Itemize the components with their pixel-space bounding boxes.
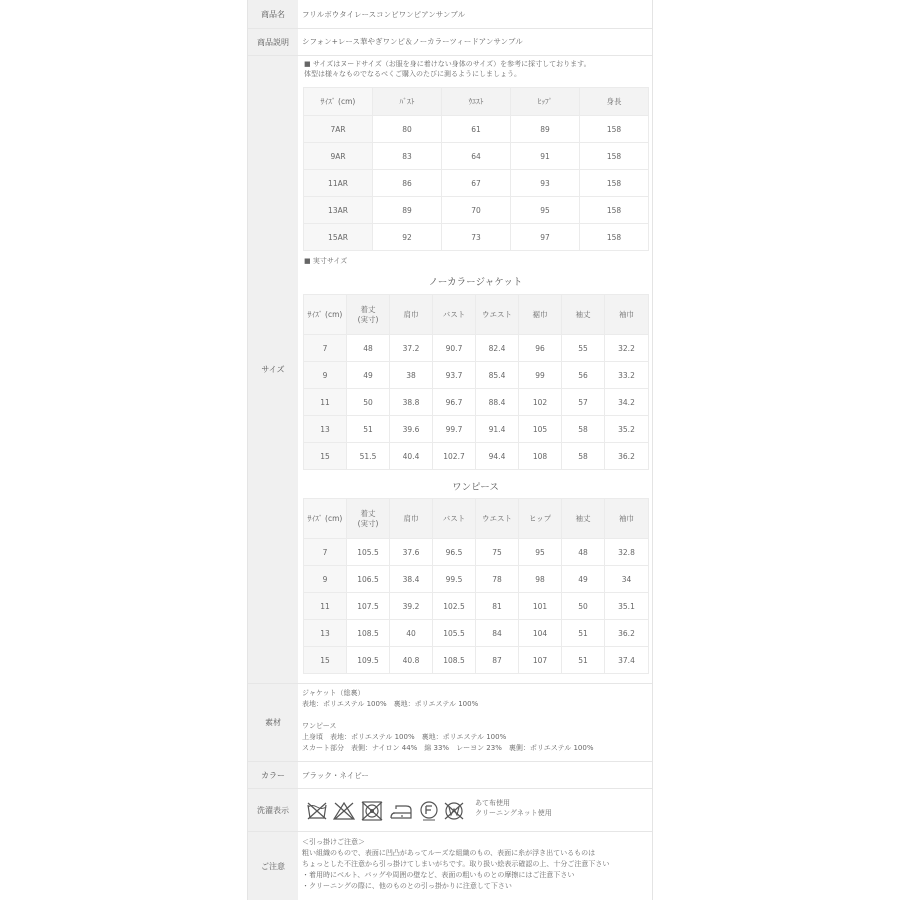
jacket-title: ノーカラージャケット bbox=[428, 277, 523, 288]
onepiece-header-cell: バスト bbox=[433, 499, 476, 539]
nude-size-size-cell: 11AR bbox=[304, 170, 373, 197]
onepiece-value-cell: 40 bbox=[390, 620, 433, 647]
onepiece-row bbox=[304, 593, 649, 620]
jacket-header-cell: 裾巾 bbox=[519, 295, 562, 335]
no-wet-clean-icon bbox=[443, 801, 465, 821]
caution-label: ご注意 bbox=[248, 832, 298, 900]
jacket-header-cell: ウエスト bbox=[476, 295, 519, 335]
onepiece-size-cell: 15 bbox=[304, 647, 347, 674]
nude-size-header-cell: ﾊﾞｽﾄ bbox=[373, 88, 442, 116]
nude-size-value-cell: 158 bbox=[580, 143, 649, 170]
onepiece-value-cell: 87 bbox=[476, 647, 519, 674]
jacket-value-cell: 102.7 bbox=[433, 443, 476, 470]
jacket-value-cell: 34.2 bbox=[605, 389, 649, 416]
nude-size-size-cell: 7AR bbox=[304, 116, 373, 143]
jacket-value-cell: 90.7 bbox=[433, 335, 476, 362]
jacket-header-cell: 袖丈 bbox=[562, 295, 605, 335]
onepiece-value-cell: 37.6 bbox=[390, 539, 433, 566]
nude-size-header-row bbox=[304, 88, 649, 116]
dry-clean-f-icon bbox=[419, 801, 439, 821]
jacket-value-cell: 91.4 bbox=[476, 416, 519, 443]
nude-size-value-cell: 86 bbox=[373, 170, 442, 197]
onepiece-value-cell: 102.5 bbox=[433, 593, 476, 620]
onepiece-value-cell: 51 bbox=[562, 647, 605, 674]
material-label: 素材 bbox=[248, 684, 298, 761]
onepiece-value-cell: 101 bbox=[519, 593, 562, 620]
jacket-value-cell: 49 bbox=[347, 362, 390, 389]
nude-size-header-cell: ｻｲｽﾞ (cm) bbox=[304, 88, 373, 116]
iron-low-icon bbox=[389, 801, 413, 821]
nude-size-value-cell: 73 bbox=[442, 224, 511, 251]
nude-size-size-cell: 9AR bbox=[304, 143, 373, 170]
jacket-header-row bbox=[304, 295, 649, 335]
onepiece-header-cell: 袖巾 bbox=[605, 499, 649, 539]
onepiece-header-cell: 肩巾 bbox=[390, 499, 433, 539]
jacket-value-cell: 96 bbox=[519, 335, 562, 362]
nude-size-value-cell: 92 bbox=[373, 224, 442, 251]
onepiece-value-cell: 48 bbox=[562, 539, 605, 566]
care-label: 洗濯表示 bbox=[248, 789, 298, 831]
product-name-label: 商品名 bbox=[248, 0, 298, 28]
onepiece-size-cell: 11 bbox=[304, 593, 347, 620]
jacket-value-cell: 51 bbox=[347, 416, 390, 443]
jacket-value-cell: 93.7 bbox=[433, 362, 476, 389]
nude-size-row bbox=[304, 116, 649, 143]
jacket-value-cell: 35.2 bbox=[605, 416, 649, 443]
nude-size-value-cell: 67 bbox=[442, 170, 511, 197]
onepiece-row bbox=[304, 620, 649, 647]
onepiece-row bbox=[304, 566, 649, 593]
nude-size-value-cell: 61 bbox=[442, 116, 511, 143]
onepiece-value-cell: 36.2 bbox=[605, 620, 649, 647]
jacket-value-cell: 38 bbox=[390, 362, 433, 389]
jacket-value-cell: 39.6 bbox=[390, 416, 433, 443]
nude-size-value-cell: 83 bbox=[373, 143, 442, 170]
jacket-size-cell: 13 bbox=[304, 416, 347, 443]
onepiece-size-table bbox=[303, 498, 649, 674]
jacket-value-cell: 96.7 bbox=[433, 389, 476, 416]
onepiece-value-cell: 98 bbox=[519, 566, 562, 593]
no-tumble-dry-icon bbox=[361, 801, 383, 821]
material-value: ジャケット（総裏） 表地：ポリエステル 100% 裏地：ポリエステル 100% ワンピース 上身頃 表地：ポリエステル 100% 裏地：ポリエステル 100% スカート部分 表側：ナイロン 44% 綿 33% レーヨン 23% 裏側：ポリエステル 100% bbox=[302, 689, 594, 752]
onepiece-value-cell: 84 bbox=[476, 620, 519, 647]
jacket-value-cell: 94.4 bbox=[476, 443, 519, 470]
jacket-value-cell: 58 bbox=[562, 416, 605, 443]
onepiece-value-cell: 49 bbox=[562, 566, 605, 593]
onepiece-value-cell: 39.2 bbox=[390, 593, 433, 620]
nude-size-value-cell: 64 bbox=[442, 143, 511, 170]
onepiece-title: ワンピース bbox=[452, 482, 499, 493]
onepiece-value-cell: 104 bbox=[519, 620, 562, 647]
onepiece-value-cell: 75 bbox=[476, 539, 519, 566]
jacket-value-cell: 36.2 bbox=[605, 443, 649, 470]
onepiece-value-cell: 32.8 bbox=[605, 539, 649, 566]
jacket-value-cell: 108 bbox=[519, 443, 562, 470]
nude-size-row bbox=[304, 143, 649, 170]
color-label: カラー bbox=[248, 762, 298, 788]
onepiece-size-cell: 7 bbox=[304, 539, 347, 566]
onepiece-value-cell: 105.5 bbox=[433, 620, 476, 647]
description-label: 商品説明 bbox=[248, 29, 298, 55]
jacket-size-cell: 9 bbox=[304, 362, 347, 389]
onepiece-value-cell: 95 bbox=[519, 539, 562, 566]
onepiece-value-cell: 105.5 bbox=[347, 539, 390, 566]
jacket-header-cell: 袖巾 bbox=[605, 295, 649, 335]
onepiece-value-cell: 107 bbox=[519, 647, 562, 674]
onepiece-header-cell: ウエスト bbox=[476, 499, 519, 539]
jacket-value-cell: 55 bbox=[562, 335, 605, 362]
jacket-value-cell: 56 bbox=[562, 362, 605, 389]
nude-size-value-cell: 158 bbox=[580, 116, 649, 143]
caution-value: ＜引っ掛けご注意＞ 粗い組織のもので、表面に凹凸があってルーズな組織のもの、表面に糸が浮き出ているものは ちょっとした不注意から引っ掛けてしまいがちです。取り扱い絵表示確認の上、十分ご注意下さい ・着用時にベルト、バッグや周囲の壁など、表面の粗いものとの摩擦にはご注意下さい ・クリーニングの際に、他のものとの引っ掛かりに注意して下さい bbox=[302, 838, 610, 890]
onepiece-value-cell: 40.8 bbox=[390, 647, 433, 674]
nude-size-row bbox=[304, 224, 649, 251]
product-name-row bbox=[248, 0, 652, 29]
jacket-size-cell: 7 bbox=[304, 335, 347, 362]
onepiece-value-cell: 108.5 bbox=[433, 647, 476, 674]
nude-size-size-cell: 15AR bbox=[304, 224, 373, 251]
nude-size-value-cell: 158 bbox=[580, 224, 649, 251]
no-bleach-icon bbox=[333, 801, 355, 821]
size-label: サイズ bbox=[248, 56, 298, 683]
onepiece-value-cell: 78 bbox=[476, 566, 519, 593]
onepiece-row bbox=[304, 647, 649, 674]
onepiece-value-cell: 106.5 bbox=[347, 566, 390, 593]
nude-size-row bbox=[304, 197, 649, 224]
nude-size-value-cell: 70 bbox=[442, 197, 511, 224]
onepiece-size-cell: 9 bbox=[304, 566, 347, 593]
nude-size-row bbox=[304, 170, 649, 197]
caution-row bbox=[248, 832, 652, 900]
onepiece-value-cell: 51 bbox=[562, 620, 605, 647]
jacket-size-cell: 15 bbox=[304, 443, 347, 470]
onepiece-row bbox=[304, 539, 649, 566]
jacket-value-cell: 82.4 bbox=[476, 335, 519, 362]
onepiece-value-cell: 34 bbox=[605, 566, 649, 593]
jacket-header-cell: バスト bbox=[433, 295, 476, 335]
jacket-value-cell: 38.8 bbox=[390, 389, 433, 416]
onepiece-value-cell: 81 bbox=[476, 593, 519, 620]
jacket-value-cell: 88.4 bbox=[476, 389, 519, 416]
jacket-value-cell: 58 bbox=[562, 443, 605, 470]
nude-size-note: ■ サイズはヌードサイズ（お服を身に着けない身体のサイズ）を参考に採寸しております。 体型は様々なものでなるべくご購入のたびに測るようにしましょう。 bbox=[304, 60, 591, 78]
onepiece-header-cell: ヒップ bbox=[519, 499, 562, 539]
jacket-value-cell: 50 bbox=[347, 389, 390, 416]
care-note: あて布使用 クリーニングネット使用 bbox=[475, 799, 552, 817]
nude-size-value-cell: 97 bbox=[511, 224, 580, 251]
jacket-value-cell: 85.4 bbox=[476, 362, 519, 389]
description-row bbox=[248, 29, 652, 56]
no-wash-icon bbox=[306, 801, 328, 821]
jacket-row bbox=[304, 362, 649, 389]
jacket-value-cell: 99 bbox=[519, 362, 562, 389]
jacket-header-cell: 肩巾 bbox=[390, 295, 433, 335]
onepiece-value-cell: 108.5 bbox=[347, 620, 390, 647]
nude-size-value-cell: 80 bbox=[373, 116, 442, 143]
jacket-size-cell: 11 bbox=[304, 389, 347, 416]
onepiece-header-cell: 着丈 (実寸) bbox=[347, 499, 390, 539]
onepiece-header-cell: 袖丈 bbox=[562, 499, 605, 539]
onepiece-value-cell: 99.5 bbox=[433, 566, 476, 593]
jacket-value-cell: 40.4 bbox=[390, 443, 433, 470]
onepiece-header-row bbox=[304, 499, 649, 539]
color-value: ブラック・ネイビー bbox=[302, 771, 369, 780]
nude-size-value-cell: 89 bbox=[511, 116, 580, 143]
size-row bbox=[248, 56, 652, 684]
jacket-value-cell: 57 bbox=[562, 389, 605, 416]
nude-size-size-cell: 13AR bbox=[304, 197, 373, 224]
onepiece-value-cell: 35.1 bbox=[605, 593, 649, 620]
nude-size-value-cell: 158 bbox=[580, 170, 649, 197]
nude-size-value-cell: 158 bbox=[580, 197, 649, 224]
jacket-value-cell: 105 bbox=[519, 416, 562, 443]
onepiece-value-cell: 37.4 bbox=[605, 647, 649, 674]
jacket-row bbox=[304, 416, 649, 443]
jacket-value-cell: 48 bbox=[347, 335, 390, 362]
description-value: シフォン+レース華やぎワンピ＆ノーカラーツィードアンサンブル bbox=[302, 37, 523, 46]
jacket-row bbox=[304, 335, 649, 362]
nude-size-value-cell: 93 bbox=[511, 170, 580, 197]
color-row bbox=[248, 762, 652, 789]
jacket-size-table bbox=[303, 294, 649, 470]
material-row bbox=[248, 684, 652, 762]
jacket-value-cell: 99.7 bbox=[433, 416, 476, 443]
nude-size-value-cell: 91 bbox=[511, 143, 580, 170]
jacket-value-cell: 33.2 bbox=[605, 362, 649, 389]
nude-size-header-cell: 身長 bbox=[580, 88, 649, 116]
jacket-row bbox=[304, 443, 649, 470]
onepiece-size-cell: 13 bbox=[304, 620, 347, 647]
nude-size-value-cell: 89 bbox=[373, 197, 442, 224]
jacket-value-cell: 32.2 bbox=[605, 335, 649, 362]
nude-size-header-cell: ｳｴｽﾄ bbox=[442, 88, 511, 116]
product-spec-table bbox=[247, 0, 653, 900]
jacket-value-cell: 102 bbox=[519, 389, 562, 416]
nude-size-value-cell: 95 bbox=[511, 197, 580, 224]
onepiece-header-cell: ｻｲｽﾞ (cm) bbox=[304, 499, 347, 539]
jacket-row bbox=[304, 389, 649, 416]
onepiece-value-cell: 109.5 bbox=[347, 647, 390, 674]
onepiece-value-cell: 38.4 bbox=[390, 566, 433, 593]
actual-size-note: ■ 実寸サイズ bbox=[304, 257, 348, 265]
jacket-value-cell: 37.2 bbox=[390, 335, 433, 362]
jacket-header-cell: 着丈 (実寸) bbox=[347, 295, 390, 335]
product-name-value: フリルボウタイレースコンビワンピアンサンブル bbox=[302, 10, 466, 19]
onepiece-value-cell: 107.5 bbox=[347, 593, 390, 620]
jacket-value-cell: 51.5 bbox=[347, 443, 390, 470]
jacket-header-cell: ｻｲｽﾞ (cm) bbox=[304, 295, 347, 335]
nude-size-table bbox=[303, 87, 649, 251]
onepiece-value-cell: 96.5 bbox=[433, 539, 476, 566]
nude-size-header-cell: ﾋｯﾌﾟ bbox=[511, 88, 580, 116]
onepiece-value-cell: 50 bbox=[562, 593, 605, 620]
